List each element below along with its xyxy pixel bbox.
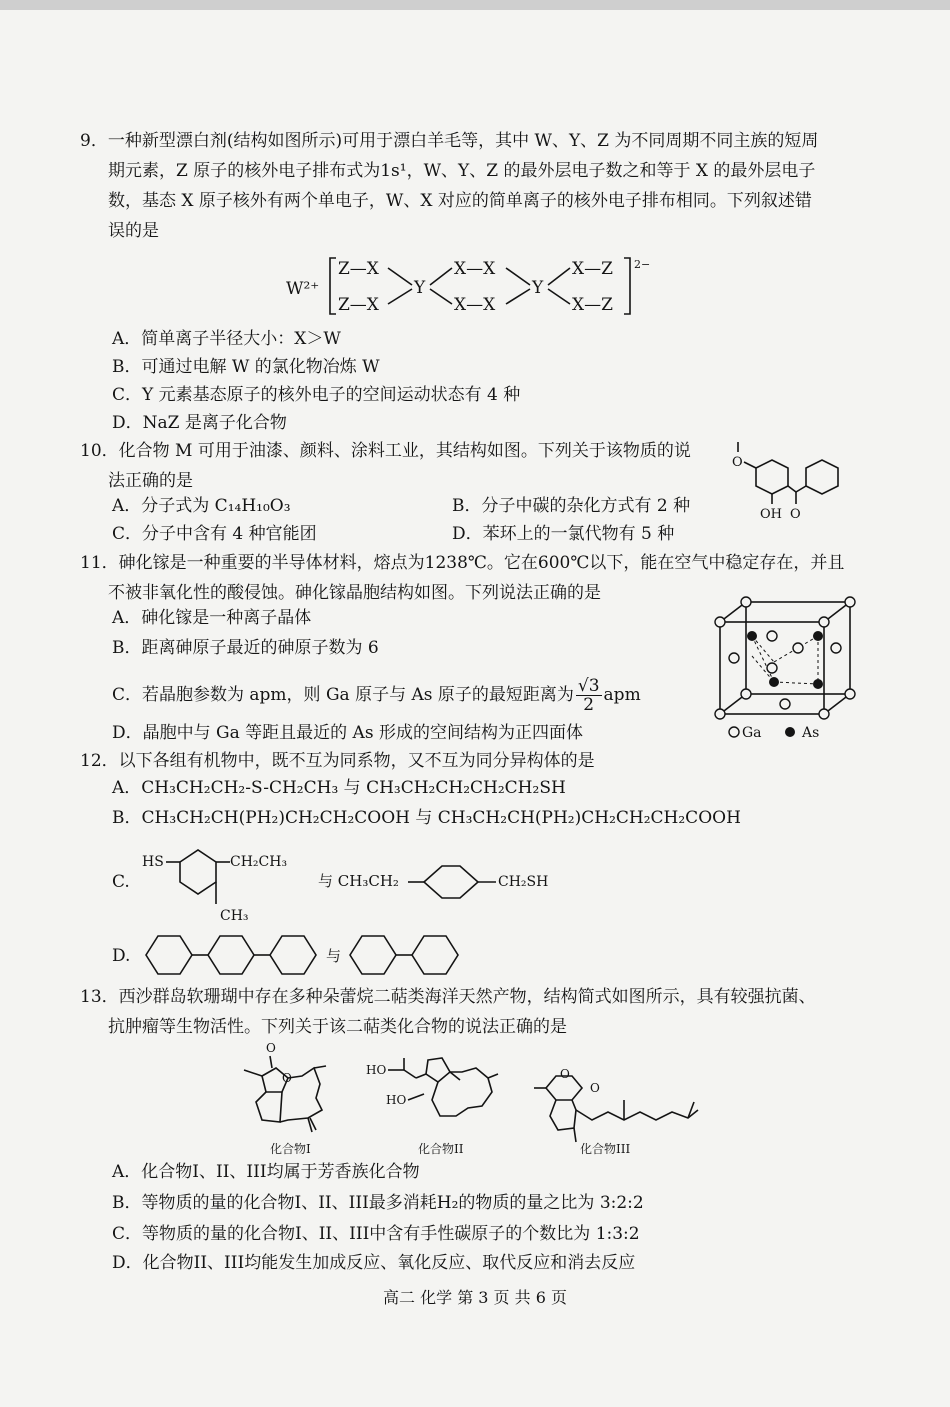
- q11-option-c-fraction: [576, 677, 602, 714]
- q12-and-label: 与 CH₃CH₂: [318, 872, 399, 890]
- d-ring-5: [412, 936, 458, 974]
- compound-3-label: 化合物III: [580, 1142, 631, 1156]
- q10-line-1: 10．化合物 M 可用于油漆、颜料、涂料工业，其结构如图。下列关于该物质的说: [80, 441, 691, 461]
- c2-ho-bottom: HO: [386, 1093, 407, 1107]
- q11-frac-num: √3: [577, 676, 600, 696]
- q12-hs-label: HS: [142, 854, 164, 870]
- q13-option-d: D．化合物II、III均能发生加成反应、氧化反应、取代反应和消去反应: [112, 1253, 636, 1273]
- q10-option-d: D．苯环上的一氯代物有 5 种: [452, 524, 675, 544]
- q13-line-1: 13．西沙群岛软珊瑚中存在多种朵蕾烷二萜类海洋天然产物，结构简式如图所示，具有较强抗菌、: [80, 987, 816, 1007]
- d-ring-4: [350, 936, 396, 974]
- q10-label-oh: OH: [760, 507, 782, 522]
- legend-ga-label: Ga: [742, 725, 762, 741]
- q12-option-a: A．CH₃CH₂CH₂-S-CH₂CH₃ 与 CH₃CH₂CH₂CH₂CH₂SH: [112, 778, 566, 798]
- q13-compounds-figure: [236, 1038, 706, 1160]
- q9-cation: W²⁺: [286, 279, 320, 299]
- c3-o-ring: O: [560, 1067, 570, 1081]
- q10-option-c: C．分子中含有 4 种官能团: [112, 524, 317, 544]
- q11-line-1: 11．砷化镓是一种重要的半导体材料，熔点为1238℃。它在600℃以下，能在空气中稳定存在，并且: [80, 553, 845, 573]
- q10-line-2: 法正确的是: [108, 471, 193, 491]
- q9-bond-6: [506, 289, 530, 304]
- q11-crystal-cell-figure: [708, 594, 868, 744]
- q12-option-d-label: D.: [112, 946, 131, 966]
- q10-option-b: B．分子中碳的杂化方式有 2 种: [452, 496, 691, 516]
- q12-option-c-structures: [140, 842, 560, 928]
- d-ring-1: [146, 936, 192, 974]
- q11-line-2: 不被非氧化性的酸侵蚀。砷化镓晶胞结构如图。下列说法正确的是: [108, 583, 601, 603]
- q9-y1: Y: [414, 278, 426, 298]
- q9-line-4: 误的是: [108, 221, 159, 241]
- q12-option-c-label: C.: [112, 872, 130, 892]
- q9-left-bracket: [330, 258, 336, 314]
- q11-option-c-unit: apm: [603, 685, 641, 705]
- q13-option-c: C．等物质的量的化合物I、II、III中含有手性碳原子的个数比为 1:3:2: [112, 1224, 640, 1244]
- q9-option-a: A．简单离子半径大小：X＞W: [112, 329, 341, 349]
- q9-right-top: X—Z: [572, 259, 613, 279]
- q11-option-c: [112, 677, 641, 714]
- compound-3-structure: [534, 1067, 698, 1142]
- c1-o-ring: O: [282, 1071, 292, 1085]
- legend-as-icon: [785, 727, 795, 737]
- legend-ga-icon: [729, 727, 739, 737]
- q12-ring-1: [180, 850, 216, 894]
- q9-bond-4: [430, 289, 452, 304]
- q9-mid-top: X—X: [454, 259, 496, 279]
- q9-charge: 2−: [634, 258, 651, 271]
- d-ring-2: [208, 936, 254, 974]
- compound-1-structure: [244, 1041, 326, 1132]
- q9-bond-7: [548, 268, 570, 285]
- compound-2-label: 化合物II: [418, 1142, 464, 1156]
- q10-ring-right: [806, 460, 838, 494]
- q12-ethyl-label: CH₂CH₃: [230, 854, 288, 870]
- q9-bond-3: [430, 268, 452, 285]
- q9-bond-1: [388, 268, 412, 285]
- q11-frac-den: 2: [583, 695, 595, 715]
- q9-bond-5: [506, 268, 530, 285]
- c3-o-carbonyl: O: [590, 1081, 600, 1095]
- q9-line-1: 9．一种新型漂白剂(结构如图所示)可用于漂白羊毛等，其中 W、Y、Z 为不同周期不同主族的短周: [80, 131, 819, 151]
- c2-ho-top: HO: [366, 1063, 387, 1077]
- q10-carbonyl-link: [788, 486, 796, 492]
- compound-1-label: 化合物I: [270, 1142, 311, 1156]
- q9-option-b: B．可通过电解 W 的氯化物冶炼 W: [112, 357, 380, 377]
- q11-option-b: B．距离砷原子最近的砷原子数为 6: [112, 638, 379, 658]
- d-and-label: 与: [326, 947, 342, 965]
- question-12-stem: 12．以下各组有机物中，既不互为同系物，又不互为同分异构体的是: [80, 751, 595, 771]
- cell-dashed-bonds: [752, 636, 818, 684]
- q9-structure-figure: [280, 252, 660, 322]
- q10-label-o-carbonyl: O: [790, 507, 801, 522]
- compound-2-structure: [366, 1058, 498, 1116]
- q13-line-2: 抗肿瘤等生物活性。下列关于该二萜类化合物的说法正确的是: [108, 1017, 567, 1037]
- q9-line-3: 数，基态 X 原子核外有两个单电子，W、X 对应的简单离子的核外电子排布相同。下列叙述错: [108, 191, 812, 211]
- q12-ring-2: [424, 866, 478, 898]
- q10-carbonyl-link-2: [796, 486, 806, 492]
- q9-bond-2: [388, 289, 412, 304]
- q9-option-d: D．NaZ 是离子化合物: [112, 413, 287, 433]
- q12-option-d-structures: [142, 930, 482, 980]
- q9-left-bottom: Z—X: [338, 295, 379, 315]
- question-13-stem: [80, 982, 816, 1042]
- q9-option-c: C．Y 元素基态原子的核外电子的空间运动状态有 4 种: [112, 385, 521, 405]
- q9-left-top: Z—X: [338, 259, 379, 279]
- q10-ether-bond: [744, 462, 756, 468]
- q11-option-d: D．晶胞中与 Ga 等距且最近的 As 形成的空间结构为正四面体: [112, 723, 583, 743]
- q10-ring-left: [756, 460, 788, 494]
- d-ring-3: [270, 936, 316, 974]
- q9-right-bottom: X—Z: [572, 295, 613, 315]
- scan-top-edge: [0, 0, 950, 10]
- c1-o-carbonyl: O: [266, 1041, 276, 1055]
- q10-compound-m-figure: [722, 438, 852, 522]
- q11-option-c-text: C．若晶胞参数为 apm，则 Ga 原子与 As 原子的最短距离为: [112, 685, 574, 705]
- q13-option-a: A．化合物I、II、III均属于芳香族化合物: [112, 1162, 420, 1182]
- q13-option-b: B．等物质的量的化合物I、II、III最多消耗H₂的物质的量之比为 3:2:2: [112, 1193, 644, 1213]
- q12-methyl-label: CH₃: [220, 908, 249, 924]
- q10-label-o-methoxy: O: [732, 455, 743, 470]
- q9-right-bracket: [624, 258, 630, 314]
- page-footer: 高二 化学 第 3 页 共 6 页: [383, 1288, 567, 1307]
- q9-y2: Y: [532, 278, 544, 298]
- q12-option-b: B．CH₃CH₂CH(PH₂)CH₂CH₂COOH 与 CH₃CH₂CH(PH₂)CH₂CH₂CH₂COOH: [112, 808, 741, 828]
- q9-line-2: 期元素，Z 原子的核外电子排布式为1s¹，W、Y、Z 的最外层电子数之和等于 X 的最外层电子: [108, 161, 816, 181]
- question-10-stem: [80, 436, 691, 496]
- q10-option-a: A．分子式为 C₁₄H₁₀O₃: [112, 496, 291, 516]
- q11-option-a: A．砷化镓是一种离子晶体: [112, 608, 312, 628]
- q9-bond-8: [548, 289, 570, 304]
- q9-mid-bottom: X—X: [454, 295, 496, 315]
- q12-ch2sh-label: CH₂SH: [498, 874, 549, 890]
- question-9-stem: [80, 126, 818, 246]
- legend-as-label: As: [802, 725, 820, 741]
